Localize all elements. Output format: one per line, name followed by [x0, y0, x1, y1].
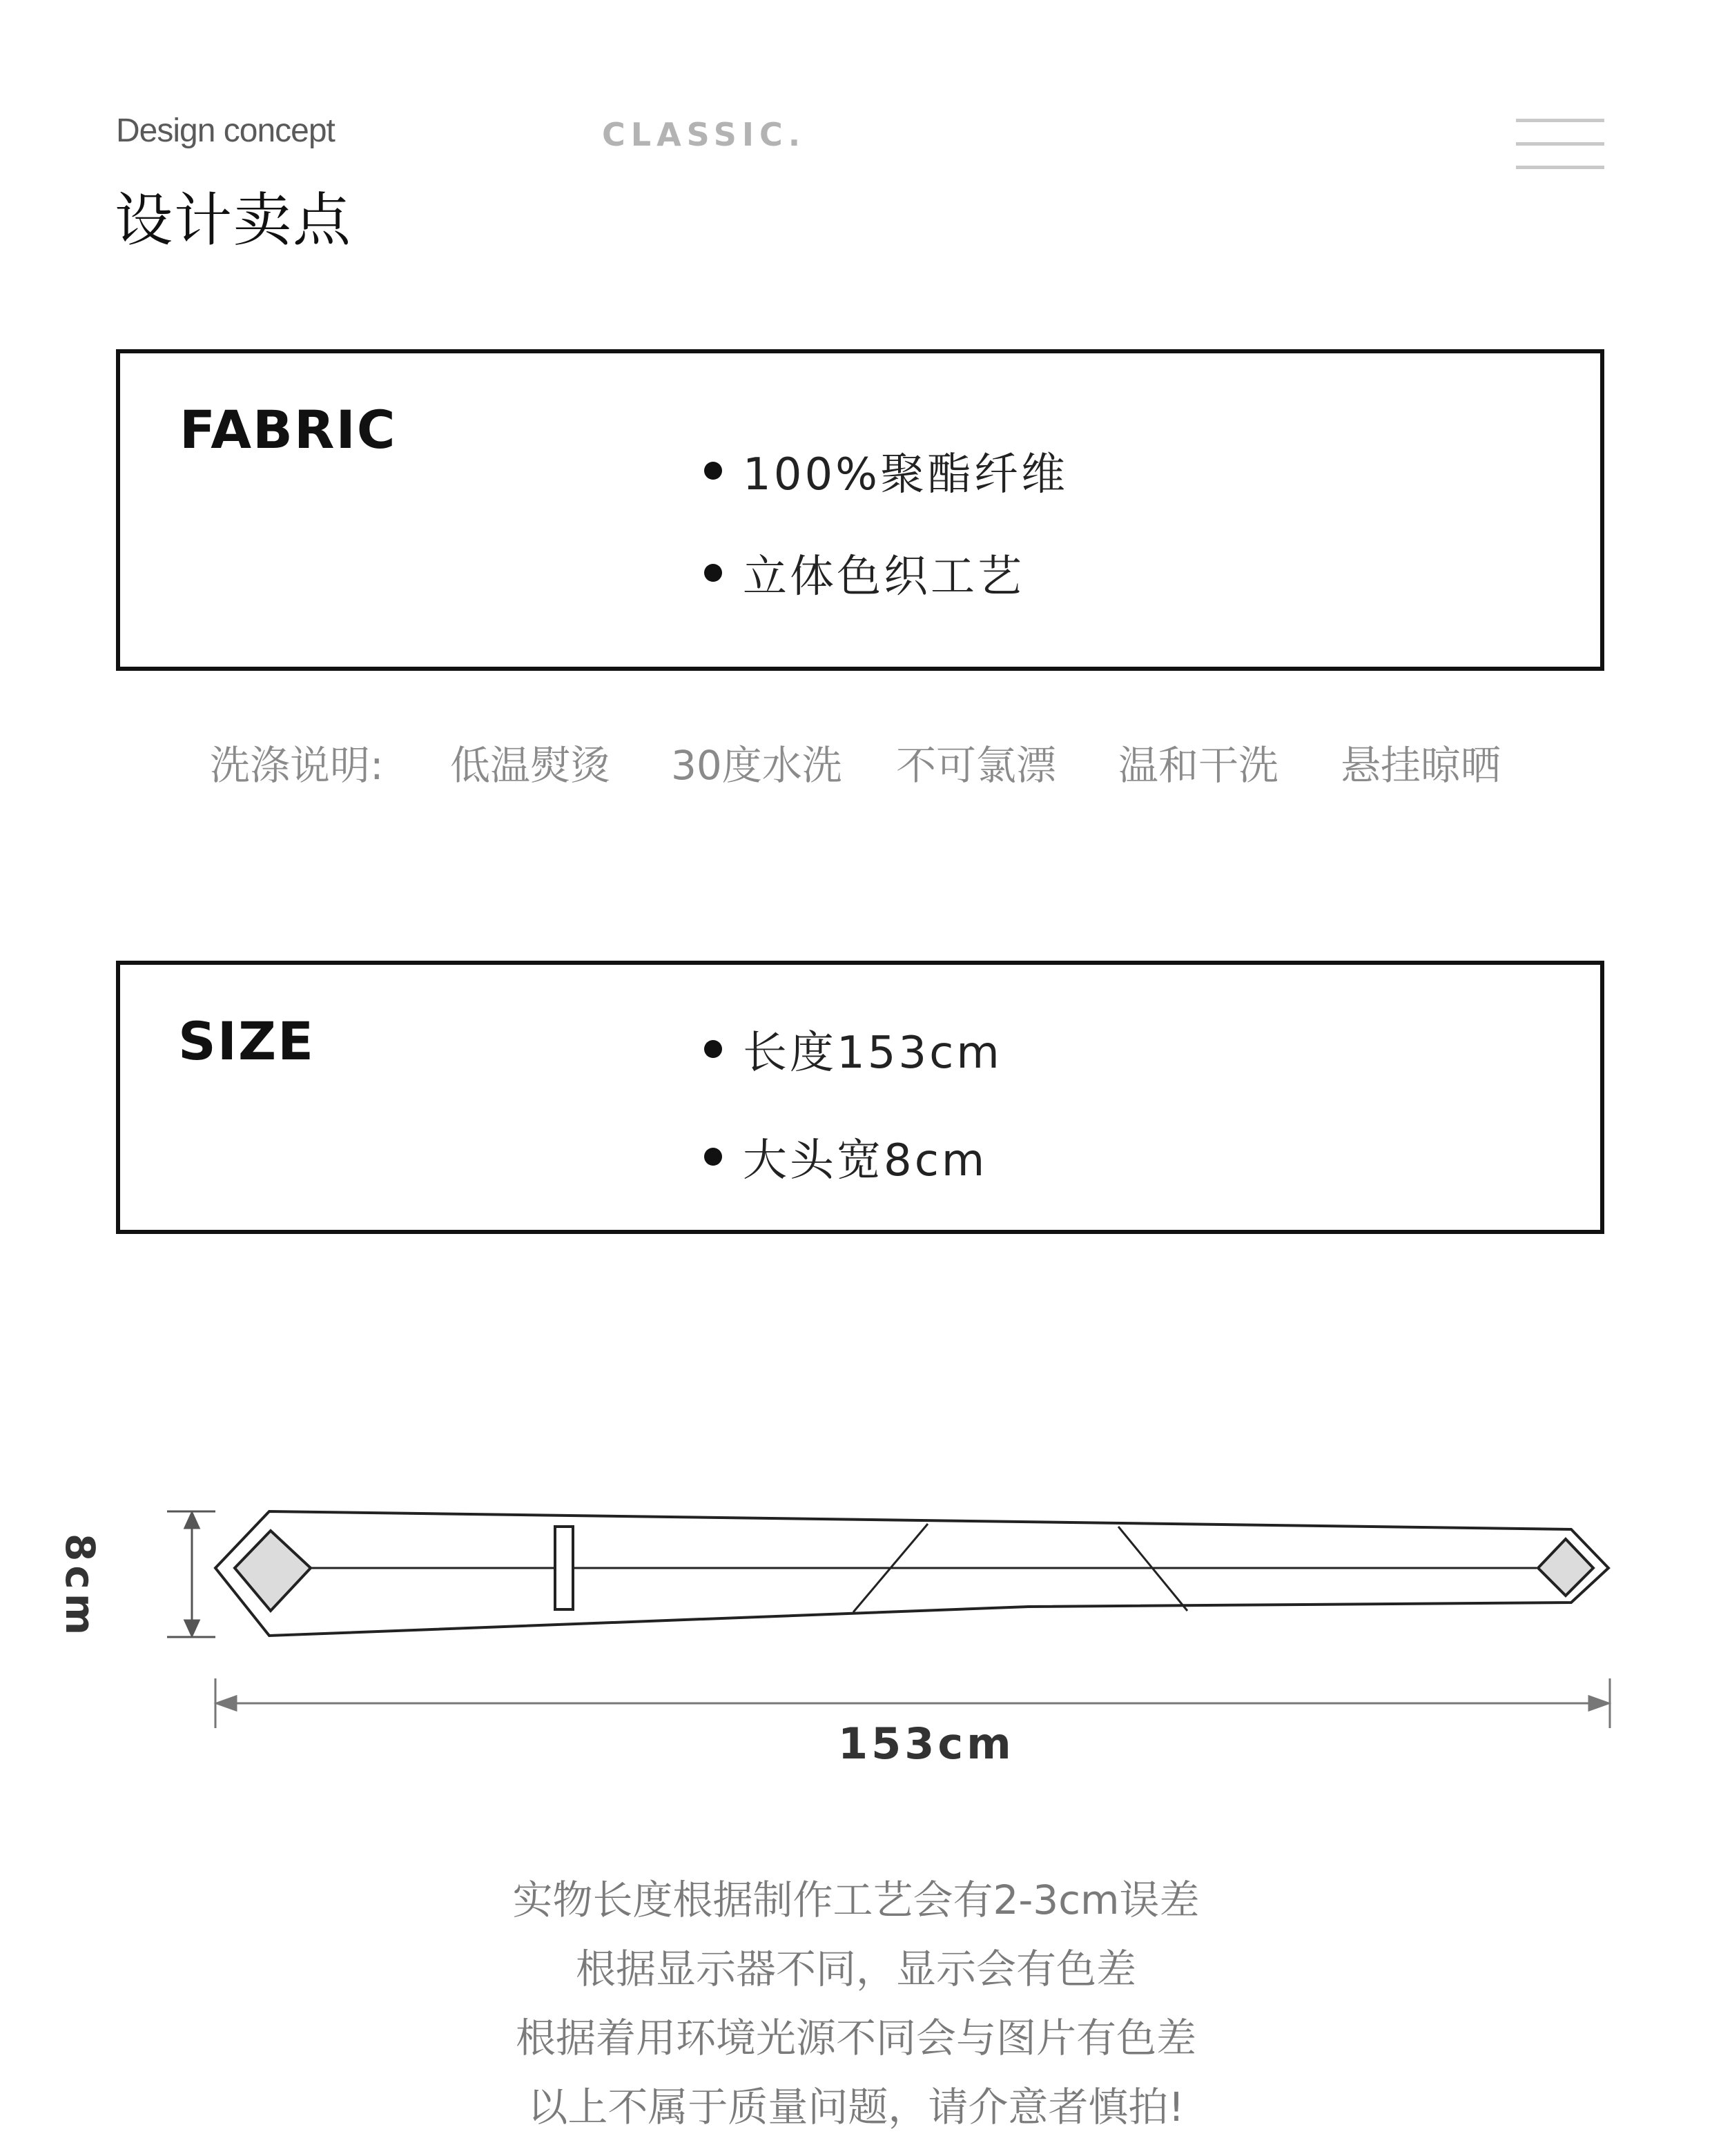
- design-concept-subtitle: Design concept: [116, 112, 335, 149]
- note-line: 根据着用环境光源不同会与图片有色差: [515, 2015, 1196, 2061]
- wash-item: 悬挂晾晒: [1341, 742, 1501, 789]
- fabric-item-text: 100%聚酯纤维: [743, 449, 1068, 500]
- classic-label: CLASSIC.: [602, 116, 806, 153]
- tie-shape: [215, 1511, 1608, 1636]
- fabric-item-text: 立体色织工艺: [743, 551, 1024, 602]
- wash-item: 温和干洗: [1118, 742, 1279, 789]
- height-dim-arrow-top: [185, 1513, 199, 1528]
- page-title: 设计卖点: [115, 186, 353, 254]
- length-dim-arrow-left: [217, 1696, 236, 1710]
- length-label: 153cm: [838, 1718, 1015, 1769]
- length-dim-arrow-right: [1589, 1696, 1608, 1710]
- height-label: 8cm: [57, 1533, 104, 1640]
- tie-outline: [215, 1511, 1608, 1636]
- fabric-title: FABRIC: [179, 399, 397, 460]
- note-line: 根据显示器不同，显示会有色差: [575, 1946, 1136, 1992]
- wash-item: 30度水洗: [671, 742, 842, 789]
- height-dimension: [167, 1511, 215, 1637]
- size-item-text: 大头宽8cm: [743, 1135, 988, 1186]
- size-title: SIZE: [178, 1010, 315, 1072]
- tie-keeper-loop: [555, 1527, 573, 1609]
- height-dim-arrow-bottom: [185, 1620, 199, 1636]
- wash-item: 低温熨烫: [450, 742, 611, 789]
- note-line: 实物长度根据制作工艺会有2-3cm误差: [512, 1876, 1200, 1923]
- wash-item: 不可氯漂: [896, 742, 1057, 789]
- wash-label: 洗涤说明:: [210, 742, 384, 789]
- size-item-text: 长度153cm: [743, 1028, 1002, 1079]
- note-line: 以上不属于质量问题，请介意者慎拍!: [527, 2084, 1185, 2130]
